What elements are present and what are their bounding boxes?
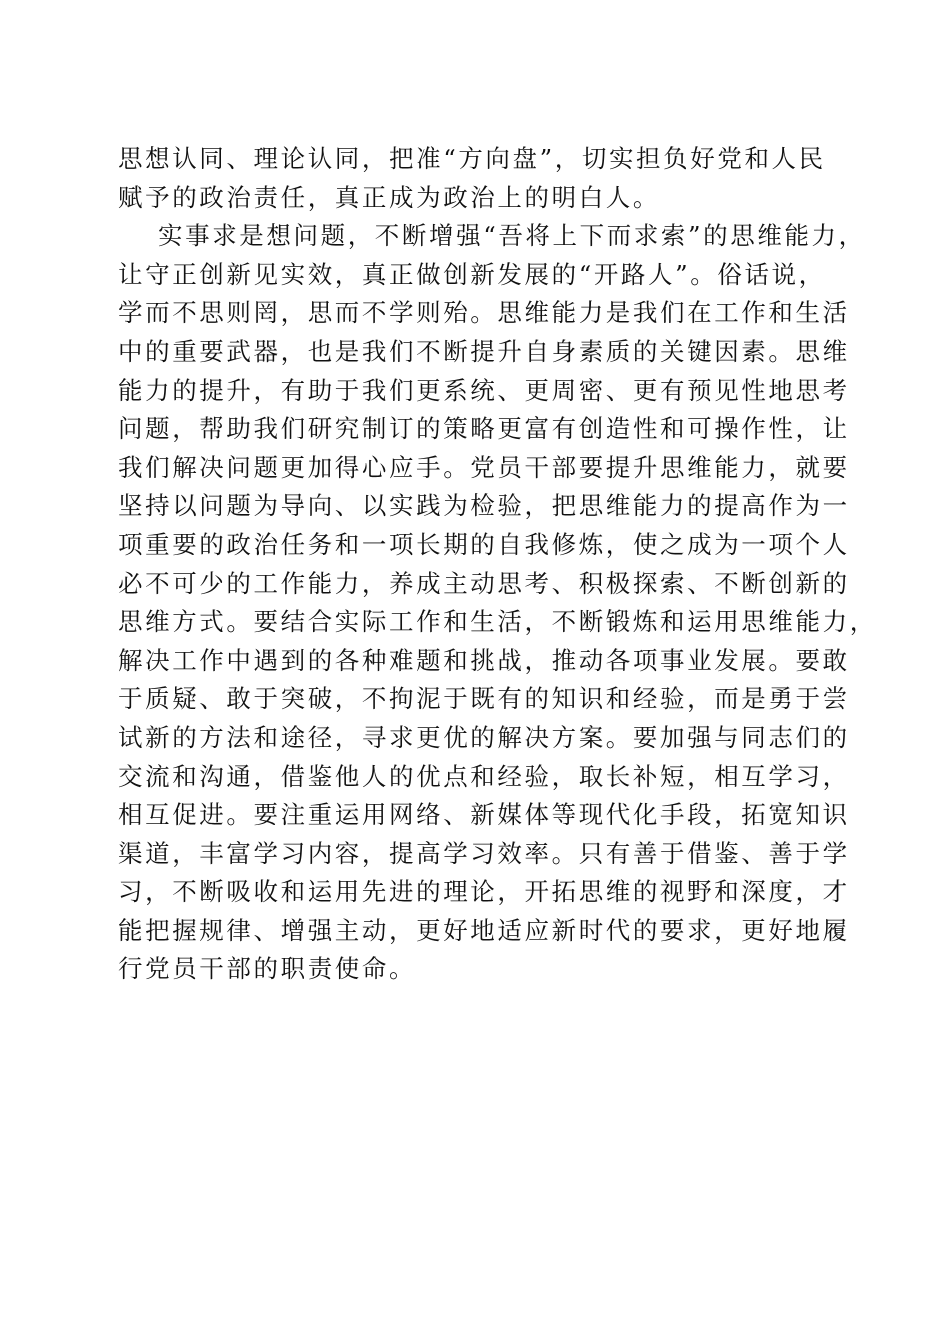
text-line: 让守正创新见实效，真正做创新发展的“开路人”。俗话说， bbox=[118, 259, 826, 289]
text-line: 试新的方法和途径，寻求更优的解决方案。要加强与同志们的 bbox=[118, 722, 850, 752]
text-line: 坚持以问题为导向、以实践为检验，把思维能力的提高作为一 bbox=[118, 491, 850, 521]
text-line: 渠道，丰富学习内容，提高学习效率。只有善于借鉴、善于学 bbox=[118, 838, 850, 868]
text-line: 思维方式。要结合实际工作和生活，不断锻炼和运用思维能力， bbox=[118, 607, 877, 637]
text-line: 学而不思则罔，思而不学则殆。思维能力是我们在工作和生活 bbox=[118, 298, 850, 328]
text-line: 解决工作中遇到的各种难题和挑战，推动各项事业发展。要敢 bbox=[118, 645, 850, 675]
text-line: 项重要的政治任务和一项长期的自我修炼，使之成为一项个人 bbox=[118, 529, 850, 559]
text-line: 相互促进。要注重运用网络、新媒体等现代化手段，拓宽知识 bbox=[118, 800, 850, 830]
text-line: 能力的提升，有助于我们更系统、更周密、更有预见性地思考 bbox=[118, 375, 850, 405]
text-line: 习，不断吸收和运用先进的理论，开拓思维的视野和深度，才 bbox=[118, 877, 850, 907]
paragraph-first-line: 实事求是想问题，不断增强“吾将上下而求索”的思维能力， bbox=[158, 221, 866, 251]
text-line: 中的重要武器，也是我们不断提升自身素质的关键因素。思维 bbox=[118, 336, 850, 366]
text-line: 能把握规律、增强主动，更好地适应新时代的要求，更好地履 bbox=[118, 915, 850, 945]
text-line: 我们解决问题更加得心应手。党员干部要提升思维能力，就要 bbox=[118, 452, 850, 482]
text-line: 行党员干部的职责使命。 bbox=[118, 954, 417, 984]
text-line: 必不可少的工作能力，养成主动思考、积极探索、不断创新的 bbox=[118, 568, 850, 598]
text-line: 思想认同、理论认同，把准“方向盘”，切实担负好党和人民 bbox=[118, 144, 826, 173]
body-text bbox=[118, 140, 877, 989]
text-line: 赋予的政治责任，真正成为政治上的明白人。 bbox=[118, 182, 660, 212]
text-line: 于质疑、敢于突破，不拘泥于既有的知识和经验，而是勇于尝 bbox=[118, 684, 850, 714]
text-line: 交流和沟通，借鉴他人的优点和经验，取长补短，相互学习， bbox=[118, 761, 850, 791]
text-line: 问题，帮助我们研究制订的策略更富有创造性和可操作性，让 bbox=[118, 414, 850, 444]
